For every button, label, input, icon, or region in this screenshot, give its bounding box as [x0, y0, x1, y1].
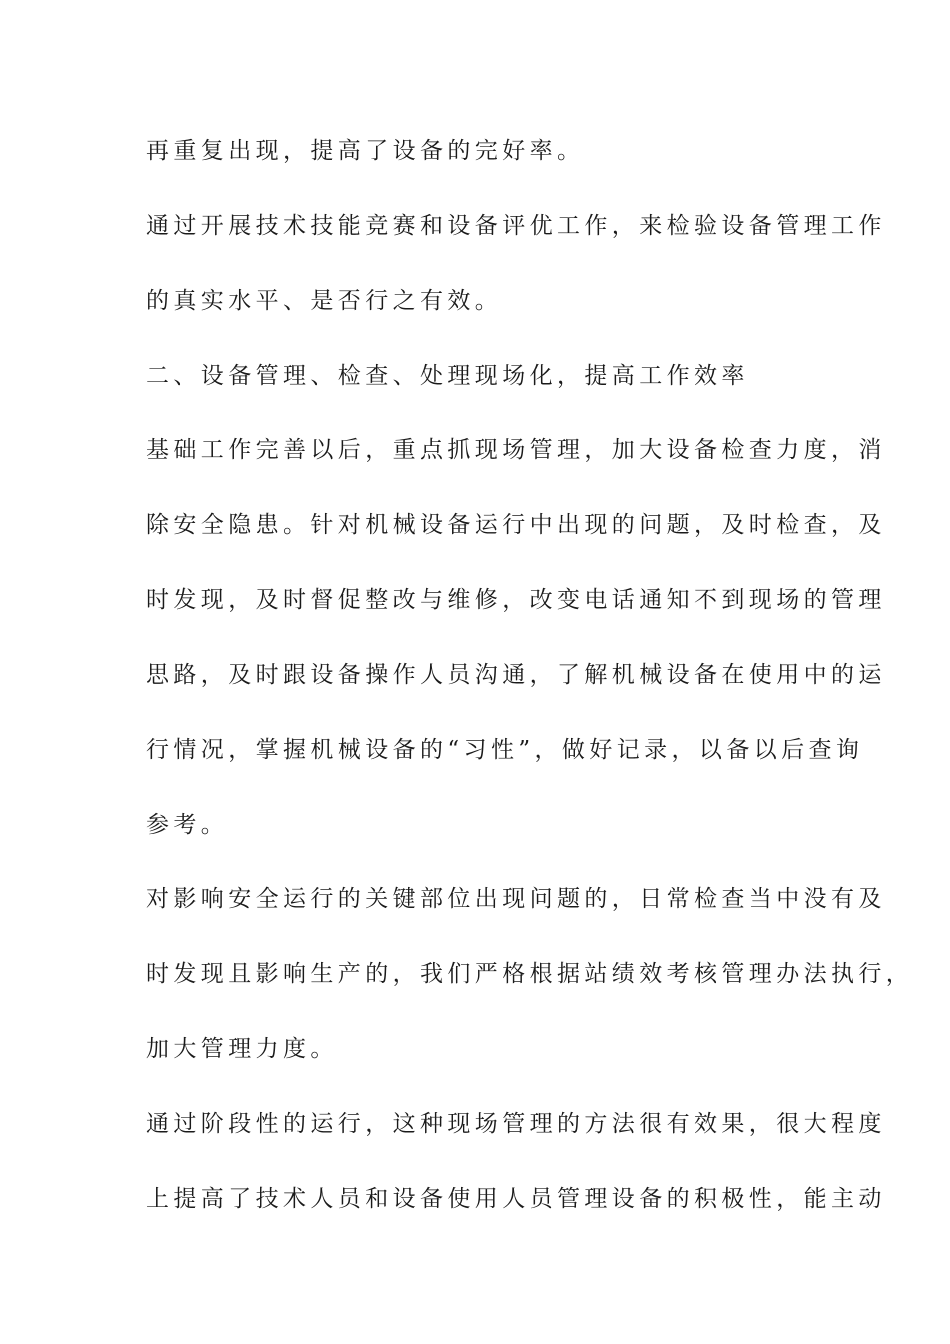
- text-line: 时发现且影响生产的，我们严格根据站绩效考核管理办法执行，: [146, 961, 914, 987]
- section-heading: 二、设备管理、检查、处理现场化，提高工作效率: [146, 363, 749, 389]
- text-line: 通过阶段性的运行，这种现场管理的方法很有效果，很大程度: [146, 1111, 886, 1137]
- text-line: 通过开展技术技能竞赛和设备评优工作，来检验设备管理工作: [146, 213, 886, 239]
- text-line: 参考。: [146, 812, 229, 838]
- text-line: 思路，及时跟设备操作人员沟通，了解机械设备在使用中的运: [146, 662, 886, 688]
- text-line: 行情况，掌握机械设备的“习性”，做好记录，以备以后查询: [146, 737, 864, 763]
- text-line: 基础工作完善以后，重点抓现场管理，加大设备检查力度，消: [146, 437, 886, 463]
- text-line: 除安全隐患。针对机械设备运行中出现的问题，及时检查，及: [146, 512, 886, 538]
- text-line: 对影响安全运行的关键部位出现问题的，日常检查当中没有及: [146, 886, 886, 912]
- text-line: 时发现，及时督促整改与维修，改变电话通知不到现场的管理: [146, 587, 886, 613]
- text-line: 上提高了技术人员和设备使用人员管理设备的积极性，能主动: [146, 1186, 886, 1212]
- text-line: 加大管理力度。: [146, 1036, 338, 1062]
- text-line: 再重复出现，提高了设备的完好率。: [146, 138, 585, 164]
- text-line: 的真实水平、是否行之有效。: [146, 288, 503, 314]
